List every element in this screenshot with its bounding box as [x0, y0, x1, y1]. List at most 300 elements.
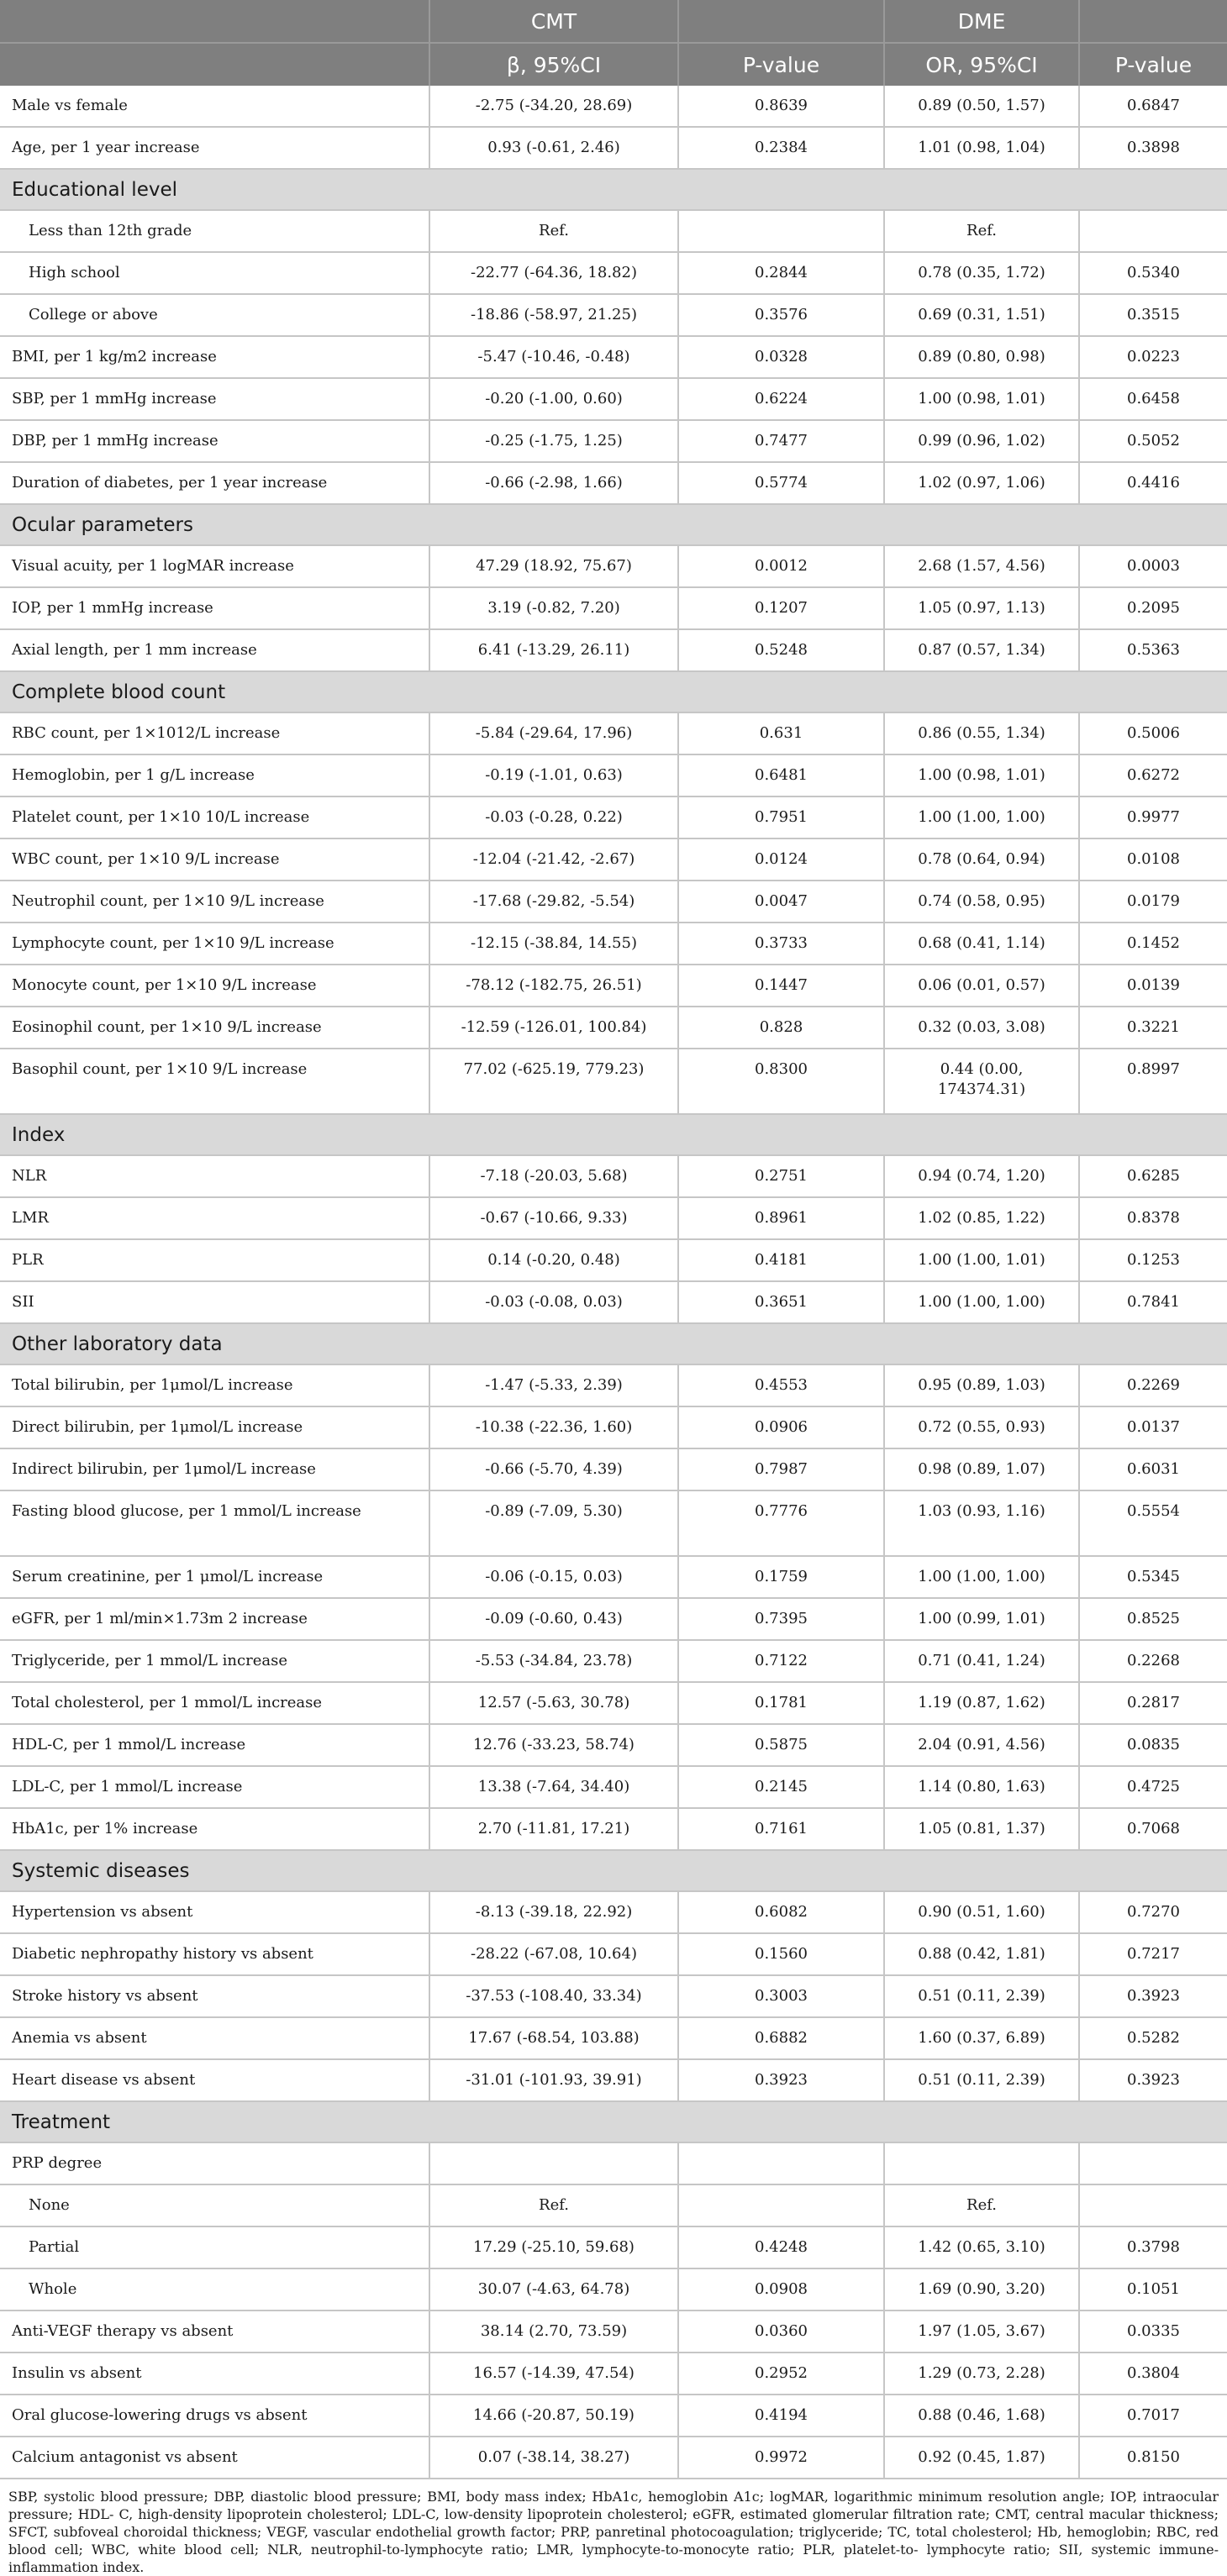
cmt-estimate: -0.19 (-1.01, 0.63)	[429, 754, 678, 796]
cmt-pvalue: 0.6082	[678, 1891, 884, 1933]
cmt-estimate: 17.29 (-25.10, 59.68)	[429, 2226, 678, 2268]
table-row	[0, 2395, 1227, 2437]
dme-pvalue: 0.6458	[1079, 378, 1227, 420]
cmt-pvalue: 0.8961	[678, 1197, 884, 1239]
cmt-estimate: -22.77 (-64.36, 18.82)	[429, 252, 678, 294]
dme-estimate: 1.00 (1.00, 1.00)	[884, 796, 1079, 839]
dme-pvalue: 0.3515	[1079, 294, 1227, 336]
row-label: Direct bilirubin, per 1μmol/L increase	[0, 1406, 429, 1448]
cmt-estimate: -10.38 (-22.36, 1.60)	[429, 1406, 678, 1448]
dme-estimate: 0.78 (0.35, 1.72)	[884, 252, 1079, 294]
section-label: Systemic diseases	[0, 1850, 1227, 1891]
dme-estimate: 1.14 (0.80, 1.63)	[884, 1766, 1079, 1808]
dme-pvalue: 0.3798	[1079, 2226, 1227, 2268]
cmt-estimate: -5.53 (-34.84, 23.78)	[429, 1640, 678, 1682]
cmt-pvalue: 0.0906	[678, 1406, 884, 1448]
table-body	[0, 86, 1227, 2479]
table-row	[0, 1933, 1227, 1975]
cmt-pvalue: 0.2384	[678, 127, 884, 169]
dme-pvalue: 0.1452	[1079, 923, 1227, 965]
row-label: PRP degree	[0, 2142, 429, 2184]
table-row	[0, 2142, 1227, 2184]
cmt-estimate: -12.04 (-21.42, -2.67)	[429, 839, 678, 881]
row-label: Total cholesterol, per 1 mmol/L increase	[0, 1682, 429, 1724]
dme-pvalue: 0.7841	[1079, 1281, 1227, 1323]
cmt-estimate: 0.14 (-0.20, 0.48)	[429, 1239, 678, 1281]
cmt-pvalue: 0.7987	[678, 1448, 884, 1490]
cmt-estimate: 0.07 (-38.14, 38.27)	[429, 2437, 678, 2479]
cmt-pvalue: 0.7477	[678, 420, 884, 462]
cmt-pvalue: 0.3576	[678, 294, 884, 336]
dme-estimate: 1.29 (0.73, 2.28)	[884, 2353, 1079, 2395]
cmt-estimate: -12.59 (-126.01, 100.84)	[429, 1007, 678, 1049]
dme-pvalue: 0.3923	[1079, 1975, 1227, 2017]
dme-estimate: 0.78 (0.64, 0.94)	[884, 839, 1079, 881]
dme-estimate: 0.44 (0.00, 174374.31)	[884, 1049, 1079, 1114]
row-label: Serum creatinine, per 1 μmol/L increase	[0, 1556, 429, 1598]
cmt-estimate: 3.19 (-0.82, 7.20)	[429, 587, 678, 629]
row-label: PLR	[0, 1239, 429, 1281]
table-row	[0, 1239, 1227, 1281]
cmt-estimate	[429, 2142, 678, 2184]
table-row	[0, 1766, 1227, 1808]
table-row	[0, 2226, 1227, 2268]
header-dme-pvalue: P-value	[1079, 43, 1227, 86]
row-label: Whole	[0, 2268, 429, 2311]
dme-pvalue: 0.5345	[1079, 1556, 1227, 1598]
cmt-pvalue: 0.4553	[678, 1364, 884, 1406]
dme-pvalue: 0.8525	[1079, 1598, 1227, 1640]
dme-estimate: 0.89 (0.80, 0.98)	[884, 336, 1079, 378]
cmt-pvalue: 0.2952	[678, 2353, 884, 2395]
row-label: Monocyte count, per 1×10 9/L increase	[0, 965, 429, 1007]
cmt-pvalue: 0.7395	[678, 1598, 884, 1640]
dme-estimate: 1.01 (0.98, 1.04)	[884, 127, 1079, 169]
cmt-pvalue: 0.0908	[678, 2268, 884, 2311]
dme-pvalue: 0.0223	[1079, 336, 1227, 378]
table-row	[0, 839, 1227, 881]
dme-pvalue: 0.5363	[1079, 629, 1227, 671]
cmt-estimate: 30.07 (-4.63, 64.78)	[429, 2268, 678, 2311]
cmt-estimate: -0.03 (-0.08, 0.03)	[429, 1281, 678, 1323]
dme-estimate: 0.51 (0.11, 2.39)	[884, 2059, 1079, 2101]
cmt-pvalue: 0.4194	[678, 2395, 884, 2437]
dme-estimate: 1.19 (0.87, 1.62)	[884, 1682, 1079, 1724]
row-label: RBC count, per 1×1012/L increase	[0, 712, 429, 754]
row-label: Age, per 1 year increase	[0, 127, 429, 169]
dme-pvalue: 0.5340	[1079, 252, 1227, 294]
section-header-row	[0, 2101, 1227, 2142]
table-row	[0, 1448, 1227, 1490]
dme-pvalue: 0.2817	[1079, 1682, 1227, 1724]
table-row	[0, 1490, 1227, 1556]
row-label: eGFR, per 1 ml/min×1.73m 2 increase	[0, 1598, 429, 1640]
cmt-estimate: -0.67 (-10.66, 9.33)	[429, 1197, 678, 1239]
dme-estimate	[884, 2142, 1079, 2184]
row-label: Stroke history vs absent	[0, 1975, 429, 2017]
table-row	[0, 420, 1227, 462]
dme-estimate: 1.00 (1.00, 1.01)	[884, 1239, 1079, 1281]
table-row	[0, 2184, 1227, 2226]
row-label: Diabetic nephropathy history vs absent	[0, 1933, 429, 1975]
table-row	[0, 1891, 1227, 1933]
cmt-estimate: 6.41 (-13.29, 26.11)	[429, 629, 678, 671]
cmt-estimate: -0.03 (-0.28, 0.22)	[429, 796, 678, 839]
cmt-estimate: -0.25 (-1.75, 1.25)	[429, 420, 678, 462]
dme-estimate: 0.90 (0.51, 1.60)	[884, 1891, 1079, 1933]
dme-pvalue: 0.5554	[1079, 1490, 1227, 1556]
dme-pvalue: 0.3804	[1079, 2353, 1227, 2395]
dme-estimate: 2.68 (1.57, 4.56)	[884, 545, 1079, 587]
row-label: Visual acuity, per 1 logMAR increase	[0, 545, 429, 587]
row-label: Triglyceride, per 1 mmol/L increase	[0, 1640, 429, 1682]
cmt-estimate: -5.47 (-10.46, -0.48)	[429, 336, 678, 378]
dme-pvalue: 0.4725	[1079, 1766, 1227, 1808]
dme-estimate: 0.06 (0.01, 0.57)	[884, 965, 1079, 1007]
header-cmt-effect: β, 95%CI	[429, 43, 678, 86]
cmt-estimate: -0.09 (-0.60, 0.43)	[429, 1598, 678, 1640]
table-row	[0, 587, 1227, 629]
dme-pvalue: 0.6847	[1079, 86, 1227, 127]
table-row	[0, 1197, 1227, 1239]
dme-pvalue: 0.7217	[1079, 1933, 1227, 1975]
row-label: Insulin vs absent	[0, 2353, 429, 2395]
section-header-row	[0, 1114, 1227, 1155]
cmt-estimate: 12.76 (-33.23, 58.74)	[429, 1724, 678, 1766]
dme-estimate: Ref.	[884, 210, 1079, 252]
dme-estimate: 0.51 (0.11, 2.39)	[884, 1975, 1079, 2017]
table-row	[0, 210, 1227, 252]
dme-pvalue: 0.1051	[1079, 2268, 1227, 2311]
dme-estimate: 0.94 (0.74, 1.20)	[884, 1155, 1079, 1197]
cmt-estimate: 12.57 (-5.63, 30.78)	[429, 1682, 678, 1724]
dme-pvalue: 0.2095	[1079, 587, 1227, 629]
cmt-pvalue: 0.0047	[678, 881, 884, 923]
row-label: Less than 12th grade	[0, 210, 429, 252]
row-label: LDL-C, per 1 mmol/L increase	[0, 1766, 429, 1808]
dme-estimate: 1.05 (0.81, 1.37)	[884, 1808, 1079, 1850]
cmt-pvalue: 0.3733	[678, 923, 884, 965]
table-row	[0, 378, 1227, 420]
row-label: College or above	[0, 294, 429, 336]
dme-estimate: 0.74 (0.58, 0.95)	[884, 881, 1079, 923]
section-label: Other laboratory data	[0, 1323, 1227, 1364]
dme-estimate: 0.89 (0.50, 1.57)	[884, 86, 1079, 127]
dme-estimate: 2.04 (0.91, 4.56)	[884, 1724, 1079, 1766]
cmt-pvalue: 0.3923	[678, 2059, 884, 2101]
row-label: High school	[0, 252, 429, 294]
row-label: Partial	[0, 2226, 429, 2268]
cmt-estimate: 2.70 (-11.81, 17.21)	[429, 1808, 678, 1850]
dme-estimate: 0.88 (0.46, 1.68)	[884, 2395, 1079, 2437]
dme-estimate: 0.72 (0.55, 0.93)	[884, 1406, 1079, 1448]
dme-pvalue: 0.2268	[1079, 1640, 1227, 1682]
cmt-pvalue: 0.5774	[678, 462, 884, 504]
dme-pvalue: 0.2269	[1079, 1364, 1227, 1406]
cmt-pvalue: 0.6481	[678, 754, 884, 796]
cmt-pvalue: 0.1207	[678, 587, 884, 629]
dme-estimate: 1.42 (0.65, 3.10)	[884, 2226, 1079, 2268]
dme-estimate: 1.00 (0.98, 1.01)	[884, 378, 1079, 420]
row-label: Total bilirubin, per 1μmol/L increase	[0, 1364, 429, 1406]
cmt-estimate: 38.14 (2.70, 73.59)	[429, 2311, 678, 2353]
dme-pvalue: 0.7017	[1079, 2395, 1227, 2437]
table-row	[0, 127, 1227, 169]
cmt-pvalue: 0.631	[678, 712, 884, 754]
row-label: Heart disease vs absent	[0, 2059, 429, 2101]
row-label: DBP, per 1 mmHg increase	[0, 420, 429, 462]
row-label: Eosinophil count, per 1×10 9/L increase	[0, 1007, 429, 1049]
dme-estimate: 0.88 (0.42, 1.81)	[884, 1933, 1079, 1975]
row-label: SII	[0, 1281, 429, 1323]
section-header-row	[0, 504, 1227, 545]
section-label: Complete blood count	[0, 671, 1227, 712]
dme-estimate: 0.95 (0.89, 1.03)	[884, 1364, 1079, 1406]
header-dme: DME	[884, 0, 1079, 43]
dme-estimate: 1.02 (0.97, 1.06)	[884, 462, 1079, 504]
section-header-row	[0, 169, 1227, 210]
row-label: LMR	[0, 1197, 429, 1239]
row-label: Fasting blood glucose, per 1 mmol/L increase	[0, 1490, 429, 1556]
cmt-estimate: -18.86 (-58.97, 21.25)	[429, 294, 678, 336]
cmt-pvalue: 0.2751	[678, 1155, 884, 1197]
dme-estimate: 0.98 (0.89, 1.07)	[884, 1448, 1079, 1490]
table-row	[0, 2059, 1227, 2101]
dme-pvalue: 0.0003	[1079, 545, 1227, 587]
dme-pvalue: 0.5052	[1079, 420, 1227, 462]
table-row	[0, 629, 1227, 671]
table-row	[0, 1364, 1227, 1406]
dme-pvalue: 0.5282	[1079, 2017, 1227, 2059]
row-label: HbA1c, per 1% increase	[0, 1808, 429, 1850]
table-row	[0, 294, 1227, 336]
cmt-estimate: 16.57 (-14.39, 47.54)	[429, 2353, 678, 2395]
cmt-pvalue	[678, 2142, 884, 2184]
dme-pvalue: 0.3221	[1079, 1007, 1227, 1049]
cmt-estimate: -0.20 (-1.00, 0.60)	[429, 378, 678, 420]
cmt-pvalue: 0.0360	[678, 2311, 884, 2353]
dme-pvalue: 0.8997	[1079, 1049, 1227, 1114]
cmt-estimate: -28.22 (-67.08, 10.64)	[429, 1933, 678, 1975]
cmt-pvalue: 0.0328	[678, 336, 884, 378]
dme-estimate: 0.87 (0.57, 1.34)	[884, 629, 1079, 671]
section-header-row	[0, 671, 1227, 712]
dme-estimate: 1.00 (1.00, 1.00)	[884, 1556, 1079, 1598]
table-row	[0, 336, 1227, 378]
row-label: WBC count, per 1×10 9/L increase	[0, 839, 429, 881]
dme-pvalue: 0.6285	[1079, 1155, 1227, 1197]
row-label: Duration of diabetes, per 1 year increase	[0, 462, 429, 504]
row-label: Lymphocyte count, per 1×10 9/L increase	[0, 923, 429, 965]
cmt-pvalue	[678, 2184, 884, 2226]
table-row	[0, 754, 1227, 796]
dme-estimate: 1.03 (0.93, 1.16)	[884, 1490, 1079, 1556]
footnote: SBP, systolic blood pressure; DBP, diastolic blood pressure; BMI, body mass index; HbA1c, hemoglobin A1c; logMAR, logarithmic minimum resolution angle; IOP, intraocular pressure; HDL- C, high-density lipoprotein cholesterol; LDL-C, low-density lipoprotein cholesterol; eGFR, estimated glomerular filtration rate; CMT, central macular thickness; SFCT, subfoveal choroidal thickness; VEGF, vascular endothelial growth factor; PRP, panretinal photocoagulation; triglyceride; TC, total cholesterol; Hb, hemoglobin; RBC, red blood cell; WBC, white blood cell; NLR, neutrophil-to-lymphocyte ratio; LMR, lymphocyte-to-monocyte ratio; PLR, platelet-to- lymphocyte ratio; SII, systemic immune-inflammation index.	[8, 2489, 1219, 2575]
row-label: Basophil count, per 1×10 9/L increase	[0, 1049, 429, 1114]
row-label: HDL-C, per 1 mmol/L increase	[0, 1724, 429, 1766]
table-row	[0, 1049, 1227, 1114]
table-row	[0, 1808, 1227, 1850]
dme-pvalue: 0.0179	[1079, 881, 1227, 923]
table-row	[0, 712, 1227, 754]
cmt-pvalue: 0.0012	[678, 545, 884, 587]
dme-pvalue: 0.3898	[1079, 127, 1227, 169]
cmt-pvalue: 0.3003	[678, 1975, 884, 2017]
table-row	[0, 881, 1227, 923]
dme-estimate: 1.05 (0.97, 1.13)	[884, 587, 1079, 629]
dme-pvalue: 0.3923	[1079, 2059, 1227, 2101]
dme-estimate: 1.00 (0.99, 1.01)	[884, 1598, 1079, 1640]
cmt-estimate: -0.06 (-0.15, 0.03)	[429, 1556, 678, 1598]
row-label: Calcium antagonist vs absent	[0, 2437, 429, 2479]
header-cmt-spacer	[678, 0, 884, 43]
header-blank	[0, 0, 429, 43]
header-cmt: CMT	[429, 0, 678, 43]
row-label: Oral glucose-lowering drugs vs absent	[0, 2395, 429, 2437]
section-header-row	[0, 1323, 1227, 1364]
cmt-pvalue: 0.4248	[678, 2226, 884, 2268]
cmt-estimate: 47.29 (18.92, 75.67)	[429, 545, 678, 587]
cmt-estimate: -8.13 (-39.18, 22.92)	[429, 1891, 678, 1933]
section-label: Educational level	[0, 169, 1227, 210]
table-row	[0, 923, 1227, 965]
cmt-pvalue: 0.7122	[678, 1640, 884, 1682]
table-row	[0, 1724, 1227, 1766]
cmt-pvalue: 0.828	[678, 1007, 884, 1049]
cmt-estimate: -37.53 (-108.40, 33.34)	[429, 1975, 678, 2017]
row-label: IOP, per 1 mmHg increase	[0, 587, 429, 629]
dme-pvalue: 0.6272	[1079, 754, 1227, 796]
cmt-pvalue: 0.1447	[678, 965, 884, 1007]
table-row	[0, 1406, 1227, 1448]
dme-pvalue: 0.6031	[1079, 1448, 1227, 1490]
cmt-pvalue: 0.3651	[678, 1281, 884, 1323]
dme-pvalue: 0.8378	[1079, 1197, 1227, 1239]
cmt-estimate: -78.12 (-182.75, 26.51)	[429, 965, 678, 1007]
cmt-pvalue: 0.9972	[678, 2437, 884, 2479]
cmt-estimate: -0.66 (-5.70, 4.39)	[429, 1448, 678, 1490]
cmt-pvalue: 0.4181	[678, 1239, 884, 1281]
cmt-estimate: -1.47 (-5.33, 2.39)	[429, 1364, 678, 1406]
table-row	[0, 965, 1227, 1007]
cmt-estimate: -2.75 (-34.20, 28.69)	[429, 86, 678, 127]
dme-pvalue: 0.0335	[1079, 2311, 1227, 2353]
dme-pvalue	[1079, 2142, 1227, 2184]
section-header-row	[0, 1850, 1227, 1891]
row-label: Hypertension vs absent	[0, 1891, 429, 1933]
table-row	[0, 2268, 1227, 2311]
dme-estimate: 1.00 (0.98, 1.01)	[884, 754, 1079, 796]
row-label: None	[0, 2184, 429, 2226]
cmt-estimate: -0.89 (-7.09, 5.30)	[429, 1490, 678, 1556]
table-row	[0, 462, 1227, 504]
cmt-pvalue: 0.6224	[678, 378, 884, 420]
dme-pvalue: 0.0835	[1079, 1724, 1227, 1766]
row-label: Platelet count, per 1×10 10/L increase	[0, 796, 429, 839]
row-label: Hemoglobin, per 1 g/L increase	[0, 754, 429, 796]
cmt-estimate: -0.66 (-2.98, 1.66)	[429, 462, 678, 504]
table-row	[0, 1556, 1227, 1598]
table-row	[0, 252, 1227, 294]
dme-estimate: 0.32 (0.03, 3.08)	[884, 1007, 1079, 1049]
cmt-pvalue: 0.1781	[678, 1682, 884, 1724]
dme-pvalue: 0.1253	[1079, 1239, 1227, 1281]
cmt-pvalue: 0.1759	[678, 1556, 884, 1598]
table-row	[0, 2437, 1227, 2479]
cmt-estimate: Ref.	[429, 2184, 678, 2226]
cmt-pvalue: 0.0124	[678, 839, 884, 881]
row-label: NLR	[0, 1155, 429, 1197]
dme-estimate: 0.69 (0.31, 1.51)	[884, 294, 1079, 336]
table-row	[0, 1155, 1227, 1197]
section-label: Index	[0, 1114, 1227, 1155]
table-row	[0, 2353, 1227, 2395]
row-label: SBP, per 1 mmHg increase	[0, 378, 429, 420]
cmt-estimate: -17.68 (-29.82, -5.54)	[429, 881, 678, 923]
cmt-pvalue: 0.6882	[678, 2017, 884, 2059]
dme-estimate: Ref.	[884, 2184, 1079, 2226]
dme-estimate: 1.02 (0.85, 1.22)	[884, 1197, 1079, 1239]
table-row	[0, 1281, 1227, 1323]
dme-pvalue: 0.5006	[1079, 712, 1227, 754]
dme-pvalue: 0.0139	[1079, 965, 1227, 1007]
section-label: Ocular parameters	[0, 504, 1227, 545]
row-label: Indirect bilirubin, per 1μmol/L increase	[0, 1448, 429, 1490]
table-row	[0, 1975, 1227, 2017]
cmt-estimate: 17.67 (-68.54, 103.88)	[429, 2017, 678, 2059]
header-dme-spacer	[1079, 0, 1227, 43]
dme-pvalue: 0.0108	[1079, 839, 1227, 881]
header-row-columns	[0, 43, 1227, 86]
row-label: Anti-VEGF therapy vs absent	[0, 2311, 429, 2353]
cmt-pvalue: 0.2844	[678, 252, 884, 294]
cmt-pvalue: 0.7161	[678, 1808, 884, 1850]
cmt-pvalue: 0.7951	[678, 796, 884, 839]
header-blank-2	[0, 43, 429, 86]
dme-estimate: 0.92 (0.45, 1.87)	[884, 2437, 1079, 2479]
cmt-estimate: -31.01 (-101.93, 39.91)	[429, 2059, 678, 2101]
header-row-groups	[0, 0, 1227, 43]
dme-pvalue: 0.8150	[1079, 2437, 1227, 2479]
table-row	[0, 1598, 1227, 1640]
cmt-pvalue: 0.5248	[678, 629, 884, 671]
dme-estimate: 0.99 (0.96, 1.02)	[884, 420, 1079, 462]
dme-estimate: 1.97 (1.05, 3.67)	[884, 2311, 1079, 2353]
dme-estimate: 1.60 (0.37, 6.89)	[884, 2017, 1079, 2059]
table-row	[0, 1640, 1227, 1682]
cmt-estimate: Ref.	[429, 210, 678, 252]
table-row	[0, 796, 1227, 839]
cmt-pvalue: 0.5875	[678, 1724, 884, 1766]
cmt-estimate: -7.18 (-20.03, 5.68)	[429, 1155, 678, 1197]
table-row	[0, 545, 1227, 587]
table-row	[0, 2017, 1227, 2059]
cmt-pvalue: 0.1560	[678, 1933, 884, 1975]
row-label: Anemia vs absent	[0, 2017, 429, 2059]
dme-estimate: 1.69 (0.90, 3.20)	[884, 2268, 1079, 2311]
cmt-estimate: 0.93 (-0.61, 2.46)	[429, 127, 678, 169]
dme-estimate: 0.86 (0.55, 1.34)	[884, 712, 1079, 754]
dme-estimate: 0.68 (0.41, 1.14)	[884, 923, 1079, 965]
dme-pvalue: 0.4416	[1079, 462, 1227, 504]
row-label: Neutrophil count, per 1×10 9/L increase	[0, 881, 429, 923]
table-row	[0, 1007, 1227, 1049]
section-label: Treatment	[0, 2101, 1227, 2142]
row-label: Axial length, per 1 mm increase	[0, 629, 429, 671]
cmt-pvalue: 0.8639	[678, 86, 884, 127]
dme-pvalue	[1079, 2184, 1227, 2226]
dme-estimate: 1.00 (1.00, 1.00)	[884, 1281, 1079, 1323]
